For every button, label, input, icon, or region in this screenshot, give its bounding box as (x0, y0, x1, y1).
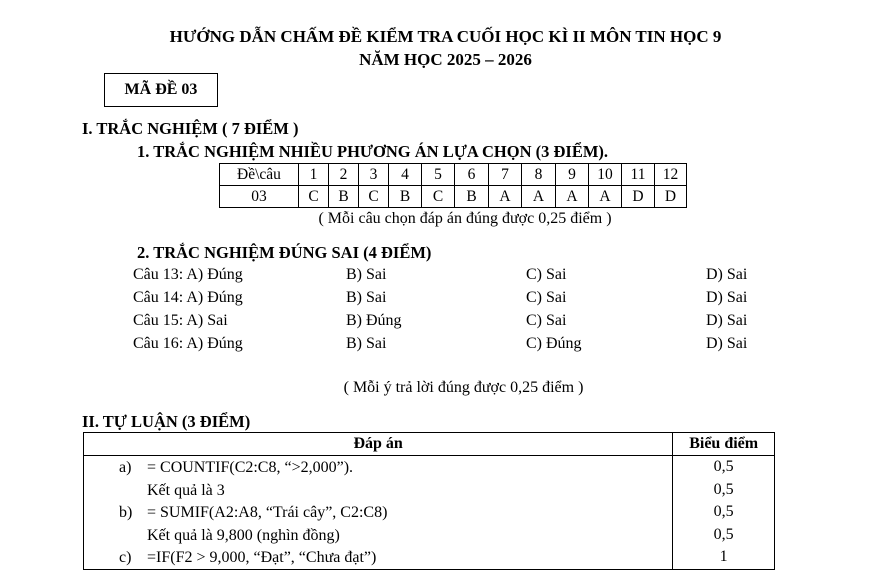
section-2-heading: II. TỰ LUẬN (3 ĐIỂM) (82, 412, 251, 431)
true-false-item: D) Sai (706, 335, 748, 352)
answer-cell: B (455, 186, 489, 208)
document-title: HƯỚNG DẪN CHẤM ĐỀ KIỂM TRA CUỐI HỌC KÌ II MÔN TIN HỌC 9 (169, 27, 722, 46)
essay-row (84, 501, 775, 524)
answer-cell: B (389, 186, 422, 208)
answer-cell: B (329, 186, 359, 208)
true-false-item: B) Sai (346, 335, 387, 352)
question-number-cell: 2 (329, 164, 359, 186)
true-false-item: C) Sai (526, 312, 567, 329)
multiple-choice-answer-table (219, 163, 687, 208)
question-number-cell: 5 (422, 164, 455, 186)
answer-letter: a) (119, 459, 132, 476)
essay-header-row (84, 433, 775, 456)
answer-cell: A (589, 186, 622, 208)
essay-row (84, 456, 775, 479)
answer-row (220, 186, 687, 208)
answer-cell: A (489, 186, 522, 208)
part-2-heading: 2. TRẮC NGHIỆM ĐÚNG SAI (4 ĐIỂM) (137, 243, 432, 262)
question-number-cell: 8 (522, 164, 556, 186)
true-false-item: Câu 16: A) Đúng (133, 335, 243, 352)
essay-row (84, 546, 775, 569)
score-cell: 0,5 (673, 524, 775, 547)
answer-column-header: Đáp án (84, 433, 673, 456)
answer-cell (84, 546, 673, 569)
question-number-cell: 6 (455, 164, 489, 186)
section-1-heading: I. TRẮC NGHIỆM ( 7 ĐIỂM ) (82, 119, 299, 138)
true-false-item: B) Sai (346, 289, 387, 306)
header-label-cell: Đề\câu (220, 164, 299, 186)
true-false-row (0, 312, 891, 335)
essay-row (84, 524, 775, 547)
question-number-cell: 3 (359, 164, 389, 186)
answer-cell (84, 479, 673, 502)
exam-code-box: MÃ ĐỀ 03 (104, 73, 218, 107)
question-number-cell: 7 (489, 164, 522, 186)
answer-text: = COUNTIF(C2:C8, “>2,000”). (147, 459, 354, 476)
answer-cell: C (299, 186, 329, 208)
true-false-item: C) Sai (526, 266, 567, 283)
score-cell: 0,5 (673, 479, 775, 502)
answer-cell: C (422, 186, 455, 208)
answer-text: Kết quả là 3 (147, 481, 225, 499)
answer-cell: A (556, 186, 589, 208)
question-number-row (220, 164, 687, 186)
exam-code-cell: 03 (220, 186, 299, 208)
answer-text: Kết quả là 9,800 (nghìn đồng) (147, 526, 340, 544)
answer-cell: D (655, 186, 687, 208)
answer-text: = SUMIF(A2:A8, “Trái cây”, C2:C8) (147, 504, 388, 521)
score-column-header: Biểu điểm (673, 433, 775, 456)
school-year: NĂM HỌC 2025 – 2026 (359, 50, 532, 69)
answer-cell (84, 501, 673, 524)
essay-answer-table (83, 432, 775, 570)
score-cell: 1 (673, 546, 775, 569)
multiple-choice-scoring-note: ( Mỗi câu chọn đáp án đúng được 0,25 điểm ) (318, 210, 612, 227)
answer-cell: D (622, 186, 655, 208)
answer-cell: A (522, 186, 556, 208)
true-false-item: Câu 15: A) Sai (133, 312, 228, 329)
question-number-cell: 4 (389, 164, 422, 186)
true-false-item: D) Sai (706, 266, 748, 283)
answer-cell (84, 456, 673, 479)
question-number-cell: 11 (622, 164, 655, 186)
answer-cell: C (359, 186, 389, 208)
true-false-row (0, 289, 891, 312)
essay-row (84, 479, 775, 502)
question-number-cell: 12 (655, 164, 687, 186)
answer-letter: c) (119, 549, 132, 566)
true-false-item: B) Đúng (346, 312, 402, 329)
true-false-row (0, 266, 891, 289)
true-false-item: B) Sai (346, 266, 387, 283)
score-cell: 0,5 (673, 501, 775, 524)
true-false-item: C) Sai (526, 289, 567, 306)
true-false-scoring-note: ( Mỗi ý trả lời đúng được 0,25 điểm ) (343, 379, 584, 396)
question-number-cell: 1 (299, 164, 329, 186)
true-false-item: D) Sai (706, 289, 748, 306)
question-number-cell: 10 (589, 164, 622, 186)
true-false-item: C) Đúng (526, 335, 582, 352)
true-false-item: Câu 13: A) Đúng (133, 266, 243, 283)
score-cell: 0,5 (673, 456, 775, 479)
answer-text: =IF(F2 > 9,000, “Đạt”, “Chưa đạt”) (147, 549, 377, 566)
part-1-heading: 1. TRẮC NGHIỆM NHIỀU PHƯƠNG ÁN LỰA CHỌN (3 ĐIỂM). (137, 142, 609, 161)
question-number-cell: 9 (556, 164, 589, 186)
answer-letter: b) (119, 504, 133, 521)
true-false-item: Câu 14: A) Đúng (133, 289, 243, 306)
true-false-row (0, 335, 891, 358)
true-false-item: D) Sai (706, 312, 748, 329)
answer-cell (84, 524, 673, 547)
